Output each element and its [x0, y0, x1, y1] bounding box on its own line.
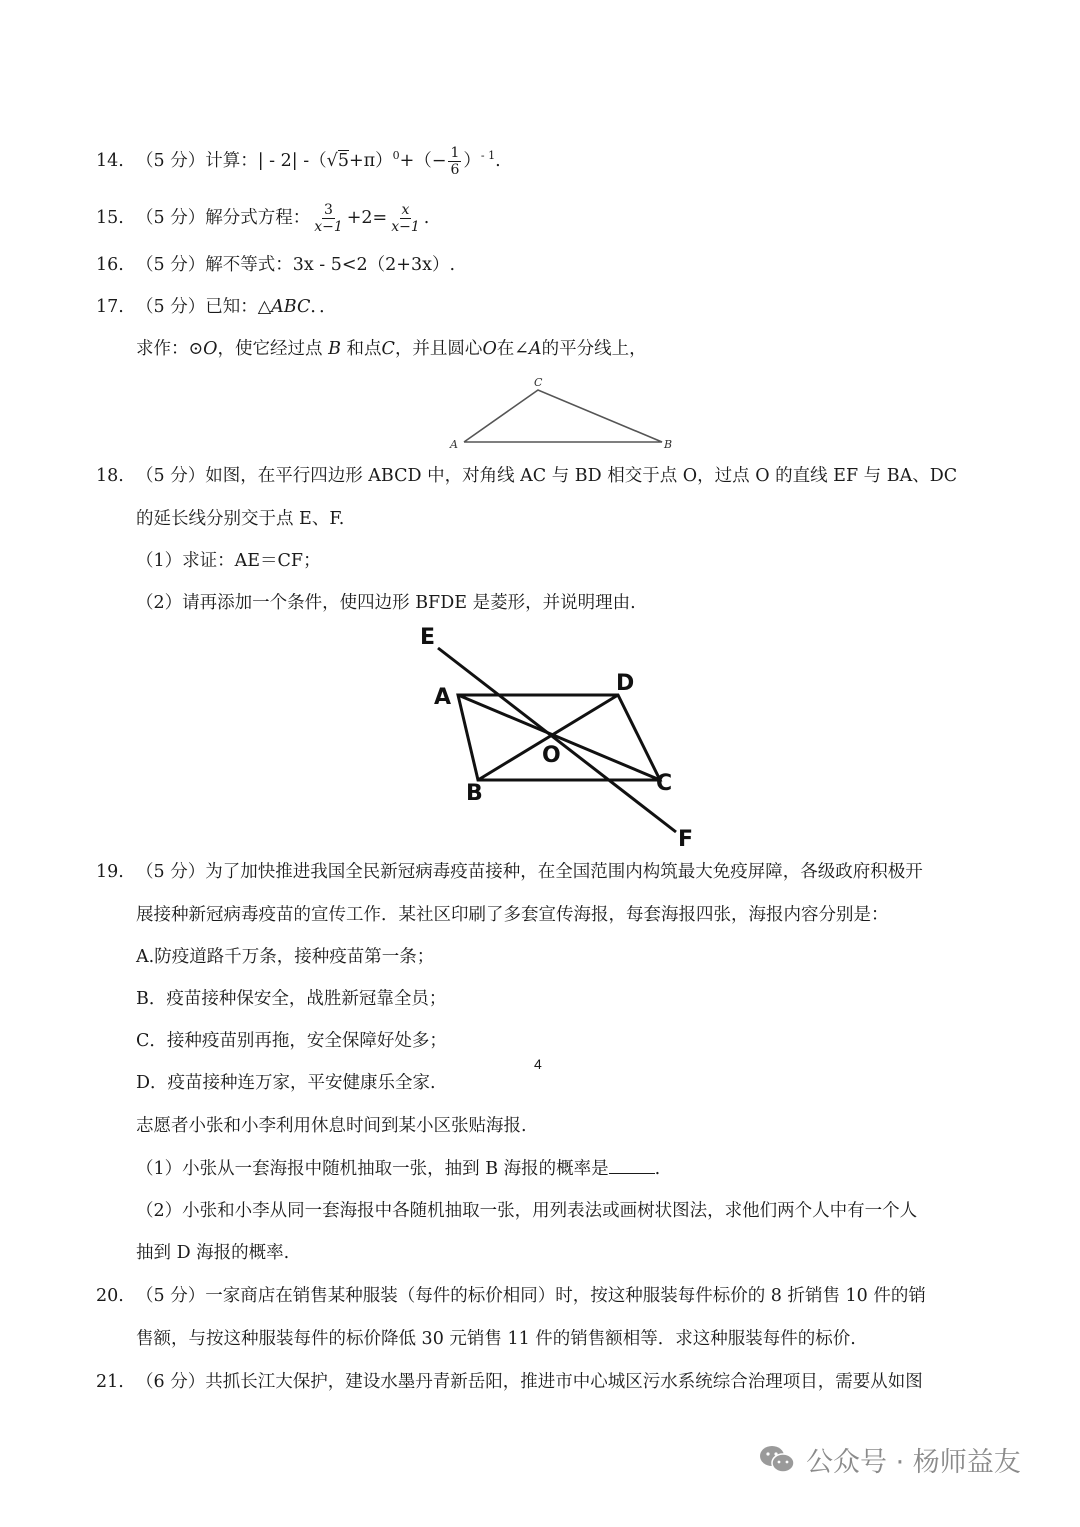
problem-19-option-a: A.防疫道路千万条，接种疫苗第一条；	[136, 947, 435, 967]
fig18-label-o: O	[542, 743, 561, 768]
problem-19-option-c: C．接种疫苗别再拖，安全保障好处多；	[136, 1031, 447, 1051]
problem-19-line3: 志愿者小张和小李利用休息时间到某小区张贴海报.	[136, 1116, 527, 1136]
triangle-abc-figure	[440, 372, 680, 456]
fig17-label-b: B	[664, 438, 673, 451]
fig18-label-e: E	[420, 625, 436, 650]
problem-14: 14. （5 分）计算：| - 2| $-(√5+\pi)^0+(-$ $\frac{1}{6}$ ）$^{- 1}$.	[96, 144, 501, 178]
fig17-label-c: C	[534, 376, 543, 389]
problem-19-q1: （1）小张从一套海报中随机抽取一张，抽到 B 海报的概率是 .	[136, 1159, 661, 1179]
problem-18-q2: （2）请再添加一个条件，使四边形 BFDE 是菱形，并说明理由.	[136, 593, 636, 613]
answer-blank	[609, 1157, 655, 1174]
fig18-label-b: B	[466, 781, 483, 806]
problem-20-line2: 售额，与按这种服装每件的标价降低 30 元销售 11 件的销售额相等．求这种服装每件的标价.	[136, 1329, 856, 1349]
watermark-text: 公众号 · 杨师益友	[806, 1447, 1021, 1478]
fig18-label-f: F	[678, 827, 694, 852]
watermark	[758, 1440, 1021, 1479]
page-number: 4	[534, 1056, 542, 1072]
problem-17: 17. （5 分）已知：△ABC．．	[96, 297, 337, 317]
problem-20: 20. （5 分）一家商店在销售某种服装（每件的标价相同）时，按这种服装每件标价的 8 折销售 10 件的销	[96, 1286, 926, 1306]
fig18-label-d: D	[616, 671, 635, 696]
problem-18-q1: （1）求证：AE＝CF；	[136, 551, 321, 571]
problem-16: 16. （5 分）解不等式：3x - 5<2（2+3x）.	[96, 255, 456, 275]
fig18-label-a: A	[434, 685, 452, 710]
problem-21: 21. （6 分）共抓长江大保护，建设水墨丹青新岳阳，推进市中心城区污水系统综合治理项目，需要从如图	[96, 1372, 923, 1392]
problem-19-option-d: D．疫苗接种连万家，平安健康乐全家.	[136, 1073, 436, 1093]
fig18-label-c: C	[656, 771, 673, 796]
problem-18: 18. （5 分）如图，在平行四边形 ABCD 中，对角线 AC 与 BD 相交于点 O，过点 O 的直线 EF 与 BA、DC	[96, 466, 958, 486]
problem-19: 19. （5 分）为了加快推进我国全民新冠病毒疫苗接种，在全国范围内构筑最大免疫屏障，各级政府积极开	[96, 862, 923, 882]
parallelogram-figure	[410, 620, 710, 855]
problem-19-option-b: B．疫苗接种保安全，战胜新冠靠全员；	[136, 989, 447, 1009]
problem-19-q2b: 抽到 D 海报的概率.	[136, 1243, 290, 1263]
problem-17-task: 求作：⊙O，使它经过点 B 和点C，并且圆心O在∠A的平分线上，	[136, 339, 647, 359]
fraction-right: $\frac{x}{x-1}$	[391, 202, 420, 235]
problem-15: 15. （5 分）解分式方程： $\frac{3}{x-1}$ +2= $\frac{x}{x-1}$ .	[96, 202, 430, 235]
problem-19-line2: 展接种新冠病毒疫苗的宣传工作．某社区印刷了多套宣传海报，每套海报四张，海报内容分别是：	[136, 905, 889, 925]
sqrt-symbol: √	[326, 150, 338, 171]
fig17-label-a: A	[450, 438, 458, 451]
problem-19-q2a: （2）小张和小李从同一套海报中各随机抽取一张，用列表法或画树状图法，求他们两个人中有一个人	[136, 1201, 918, 1221]
fraction-left: $\frac{3}{x-1}$	[314, 202, 343, 235]
fraction-one-sixth: $\frac{1}{6}$	[450, 144, 460, 178]
wechat-icon	[758, 1444, 796, 1476]
problem-18-line2: 的延长线分别交于点 E、F.	[136, 509, 345, 529]
